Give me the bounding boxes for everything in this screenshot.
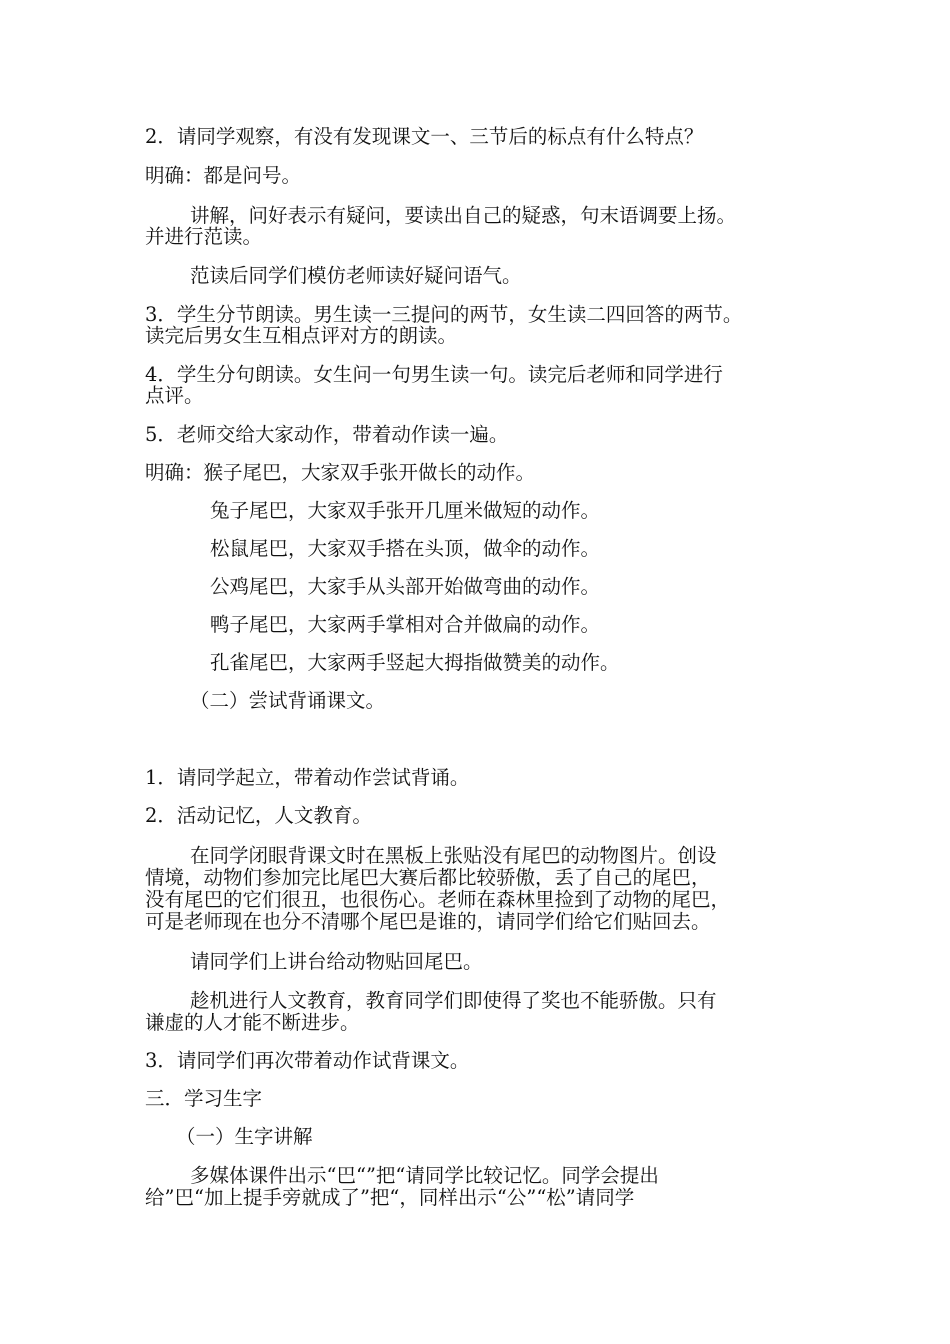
text-line: 没有尾巴的它们很丑，也很伤心。老师在森林里捡到了动物的尾巴， xyxy=(145,888,731,911)
text-line: 3．学生分节朗读。男生读一三提问的两节，女生读二四回答的两节。 xyxy=(145,303,743,326)
text-line: 情境，动物们参加完比尾巴大赛后都比较骄傲，丢了自己的尾巴， xyxy=(145,866,711,889)
text-line: 松鼠尾巴，大家双手搭在头顶，做伞的动作。 xyxy=(210,537,601,560)
text-line: 3．请同学们再次带着动作试背课文。 xyxy=(145,1049,470,1072)
text-line: 2．请同学观察，有没有发现课文一、三节后的标点有什么特点？ xyxy=(145,125,704,148)
text-line: 公鸡尾巴，大家手从头部开始做弯曲的动作。 xyxy=(210,575,601,598)
text-line: 讲解，问好表示有疑问，要读出自己的疑惑，句末语调要上扬。 xyxy=(190,204,737,227)
text-line: 2．活动记忆，人文教育。 xyxy=(145,804,372,827)
text-line: 可是老师现在也分不清哪个尾巴是谁的，请同学们给它们贴回去。 xyxy=(145,910,711,933)
text-line: 明确：猴子尾巴，大家双手张开做长的动作。 xyxy=(145,461,536,484)
section-heading: （二）尝试背诵课文。 xyxy=(190,689,386,712)
text-line: 谦虚的人才能不断进步。 xyxy=(145,1011,360,1034)
text-line: 明确：都是问号。 xyxy=(145,164,302,187)
text-line: 孔雀尾巴，大家两手竖起大拇指做赞美的动作。 xyxy=(210,651,620,674)
text-line: 请同学们上讲台给动物贴回尾巴。 xyxy=(190,950,483,973)
text-line: 多媒体课件出示“巴“”把“请同学比较记忆。同学会提出 xyxy=(190,1164,659,1187)
text-line: 范读后同学们模仿老师读好疑问语气。 xyxy=(190,264,522,287)
text-line: 1．请同学起立，带着动作尝试背诵。 xyxy=(145,766,470,789)
text-line: 4．学生分句朗读。女生问一句男生读一句。读完后老师和同学进行 xyxy=(145,363,723,386)
text-line: 并进行范读。 xyxy=(145,225,263,248)
text-line: 读完后男女生互相点评对方的朗读。 xyxy=(145,324,458,347)
text-line: 兔子尾巴，大家双手张开几厘米做短的动作。 xyxy=(210,499,601,522)
text-line: 5．老师交给大家动作，带着动作读一遍。 xyxy=(145,423,509,446)
text-line: 点评。 xyxy=(145,384,204,407)
section-heading: 三．学习生字 xyxy=(145,1087,263,1110)
text-line: 在同学闭眼背课文时在黑板上张贴没有尾巴的动物图片。创设 xyxy=(190,844,717,867)
section-heading: （一）生字讲解 xyxy=(176,1125,313,1148)
text-line: 给”巴“加上提手旁就成了”把“，同样出示“公”“松”请同学 xyxy=(145,1186,635,1209)
text-line: 鸭子尾巴，大家两手掌相对合并做扁的动作。 xyxy=(210,613,601,636)
text-line: 趁机进行人文教育，教育同学们即使得了奖也不能骄傲。只有 xyxy=(190,989,717,1012)
